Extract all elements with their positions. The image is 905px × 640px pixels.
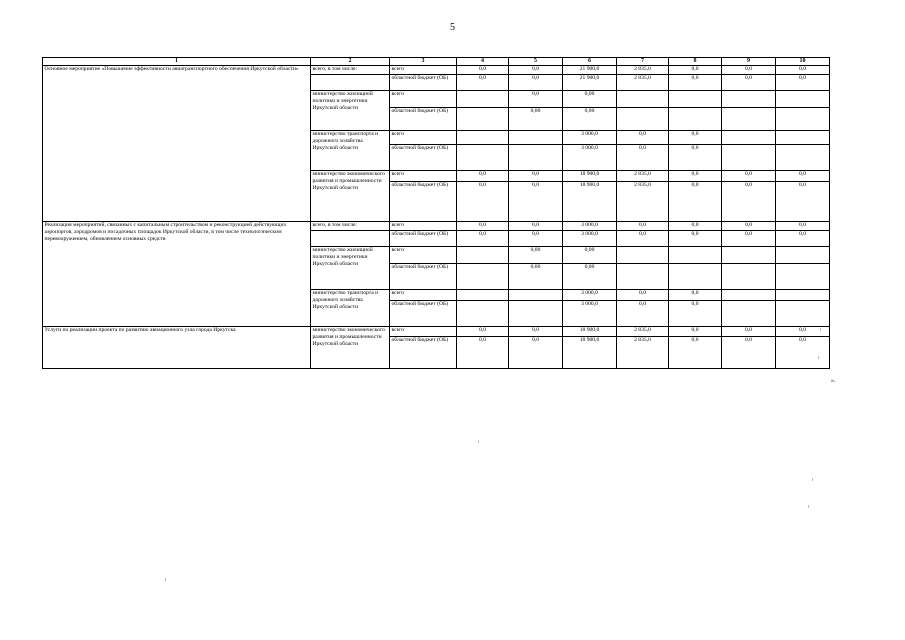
amount-cell: 0,0 [669,182,722,222]
amount-cell [457,247,509,264]
amount-cell: 2 835,0 [617,75,669,91]
amount-cell: 0,0 [776,231,830,247]
amount-cell: 18 900,0 [563,182,617,222]
amount-cell: 3 000,0 [563,290,617,301]
amount-cell [776,108,830,131]
header-cell: 5 [509,58,563,66]
header-cell: 7 [617,58,669,66]
funding-source-cell: всего [390,91,457,108]
amount-cell: 3 000,0 [563,301,617,327]
amount-cell [509,145,563,171]
amount-cell [722,131,776,145]
amount-cell: 21 900,0 [563,66,617,75]
amount-cell: 0,0 [457,222,509,231]
amount-cell: 0,0 [722,327,776,337]
executor-cell [311,231,390,247]
amount-cell: 0,0 [722,75,776,91]
amount-cell: 0,00 [563,247,617,264]
table-row [43,66,830,75]
page-number: 5 [450,22,455,33]
table-row [43,327,830,337]
executor-cell: министерство жилищной политики и энергетики Иркутской области [311,91,390,131]
executor-cell: министерство жилищной политики и энергетики Иркутской области [311,247,390,290]
funding-source-cell: всего [390,290,457,301]
amount-cell [669,108,722,131]
amount-cell [722,264,776,290]
amount-cell [722,301,776,327]
executor-cell: всего, в том числе: [311,222,390,231]
amount-cell [669,247,722,264]
amount-cell: 0,0 [776,182,830,222]
amount-cell: 0,0 [509,91,563,108]
funding-source-cell: областной бюджет (ОБ) [390,231,457,247]
activity-name-cell: Услуги по реализации проекта по развитию авиационного узла города Иркутска [43,327,311,369]
amount-cell: 0,0 [457,231,509,247]
amount-cell: 0,0 [617,290,669,301]
amount-cell: 0,0 [776,66,830,75]
amount-cell [776,301,830,327]
header-cell: 1 [43,58,311,66]
activity-name-cell: Реализация мероприятий, связанных с капитальным строительством и реконструкцией действующих аэропортов, аэродромов и посадочных площадок Иркутской области, в том числе технологическим перевооружением, обновлением основных средств [43,222,311,327]
amount-cell: 0,0 [776,337,830,369]
executor-cell: министерство транспорта и дорожного хозяйства Иркутской области [311,290,390,327]
scan-speck [165,578,166,581]
amount-cell: 0,0 [776,171,830,182]
scan-speck [808,505,809,508]
amount-cell [722,247,776,264]
amount-cell: 0,0 [776,327,830,337]
amount-cell: 0,0 [669,337,722,369]
amount-cell [776,264,830,290]
amount-cell: 0,0 [509,171,563,182]
amount-cell: 0,0 [509,222,563,231]
amount-cell: 0,0 [457,182,509,222]
funding-source-cell: всего [390,131,457,145]
funding-source-cell: областной бюджет (ОБ) [390,301,457,327]
header-row [43,58,830,66]
amount-cell: 0,0 [722,182,776,222]
amount-cell: 0,00 [509,264,563,290]
closing-quote-mark: ». [831,378,836,384]
amount-cell: 0,00 [563,108,617,131]
amount-cell: 2 835,0 [617,171,669,182]
amount-cell: 2 835,0 [617,337,669,369]
amount-cell [722,91,776,108]
amount-cell: 0,0 [457,327,509,337]
amount-cell: 18 900,0 [563,337,617,369]
amount-cell: 0,0 [509,182,563,222]
amount-cell: 0,0 [669,145,722,171]
header-cell: 3 [390,58,457,66]
amount-cell: 0,0 [722,66,776,75]
amount-cell [457,301,509,327]
header-cell: 10 [776,58,830,66]
amount-cell: 0,0 [509,337,563,369]
amount-cell [722,145,776,171]
amount-cell: 0,0 [617,131,669,145]
amount-cell: 0,0 [722,171,776,182]
amount-cell [669,264,722,290]
header-cell: 4 [457,58,509,66]
amount-cell: 0,0 [722,337,776,369]
amount-cell [509,290,563,301]
amount-cell: 0,0 [722,231,776,247]
amount-cell [457,145,509,171]
amount-cell: 0,00 [563,264,617,290]
amount-cell: 0,0 [617,231,669,247]
funding-source-cell: всего [390,222,457,231]
funding-source-cell: всего [390,247,457,264]
amount-cell [617,91,669,108]
executor-cell: всего, в том числе: [311,66,390,75]
amount-cell [776,247,830,264]
scan-speck [818,356,819,359]
amount-cell [722,290,776,301]
amount-cell: 0,0 [617,301,669,327]
scan-speck [812,478,813,481]
amount-cell: 0,0 [776,222,830,231]
amount-cell [457,91,509,108]
funding-source-cell: всего [390,171,457,182]
amount-cell: 2 835,0 [617,66,669,75]
amount-cell: 0,0 [669,75,722,91]
amount-cell: 2 835,0 [617,182,669,222]
executor-cell [311,75,390,91]
amount-cell: 0,0 [669,231,722,247]
amount-cell: 0,0 [617,222,669,231]
amount-cell [617,264,669,290]
funding-source-cell: областной бюджет (ОБ) [390,264,457,290]
amount-cell: 0,0 [669,66,722,75]
amount-cell: 0,00 [509,247,563,264]
scan-speck [820,328,821,331]
amount-cell: 18 900,0 [563,171,617,182]
amount-cell [776,290,830,301]
scan-speck [478,440,479,443]
amount-cell [617,108,669,131]
amount-cell: 0,0 [669,290,722,301]
amount-cell: 3 000,0 [563,222,617,231]
amount-cell [722,108,776,131]
amount-cell [776,145,830,171]
amount-cell: 0,00 [563,91,617,108]
executor-cell: министерство экономического развития и промышленности Иркутской области [311,327,390,369]
amount-cell: 0,0 [509,75,563,91]
funding-source-cell: областной бюджет (ОБ) [390,145,457,171]
amount-cell: 21 900,0 [563,75,617,91]
amount-cell: 0,0 [669,222,722,231]
amount-cell: 0,0 [457,171,509,182]
header-cell: 2 [311,58,390,66]
amount-cell [457,131,509,145]
funding-source-cell: всего [390,327,457,337]
amount-cell: 0,0 [509,66,563,75]
amount-cell: 0,0 [457,75,509,91]
amount-cell: 0,0 [722,222,776,231]
amount-cell: 0,0 [669,301,722,327]
amount-cell [776,91,830,108]
executor-cell: министерство транспорта и дорожного хозяйства Иркутской области [311,131,390,171]
funding-source-cell: областной бюджет (ОБ) [390,337,457,369]
amount-cell: 2 835,0 [617,327,669,337]
header-cell: 6 [563,58,617,66]
amount-cell: 0,0 [669,171,722,182]
amount-cell: 0,0 [509,327,563,337]
amount-cell [457,290,509,301]
amount-cell: 0,00 [509,108,563,131]
header-cell: 8 [669,58,722,66]
amount-cell: 0,0 [617,145,669,171]
amount-cell [509,301,563,327]
funding-source-cell: областной бюджет (ОБ) [390,108,457,131]
amount-cell: 3 000,0 [563,131,617,145]
funding-source-cell: областной бюджет (ОБ) [390,182,457,222]
amount-cell [457,108,509,131]
amount-cell [669,91,722,108]
amount-cell: 0,0 [669,131,722,145]
header-cell: 9 [722,58,776,66]
budget-table [42,57,830,369]
amount-cell: 0,0 [457,337,509,369]
amount-cell [617,247,669,264]
funding-source-cell: областной бюджет (ОБ) [390,75,457,91]
amount-cell: 3 000,0 [563,145,617,171]
activity-name-cell: Основное мероприятие «Повышение эффективности авиатранспортного обеспечения Иркутской области» [43,66,311,222]
funding-source-cell: всего [390,66,457,75]
amount-cell [776,131,830,145]
amount-cell: 0,0 [457,66,509,75]
amount-cell: 3 000,0 [563,231,617,247]
amount-cell: 0,0 [776,75,830,91]
amount-cell [509,131,563,145]
amount-cell [457,264,509,290]
table-row [43,222,830,231]
amount-cell: 18 900,0 [563,327,617,337]
executor-cell: министерство экономического развития и промышленности Иркутской области [311,171,390,222]
amount-cell: 0,0 [669,327,722,337]
amount-cell: 0,0 [509,231,563,247]
